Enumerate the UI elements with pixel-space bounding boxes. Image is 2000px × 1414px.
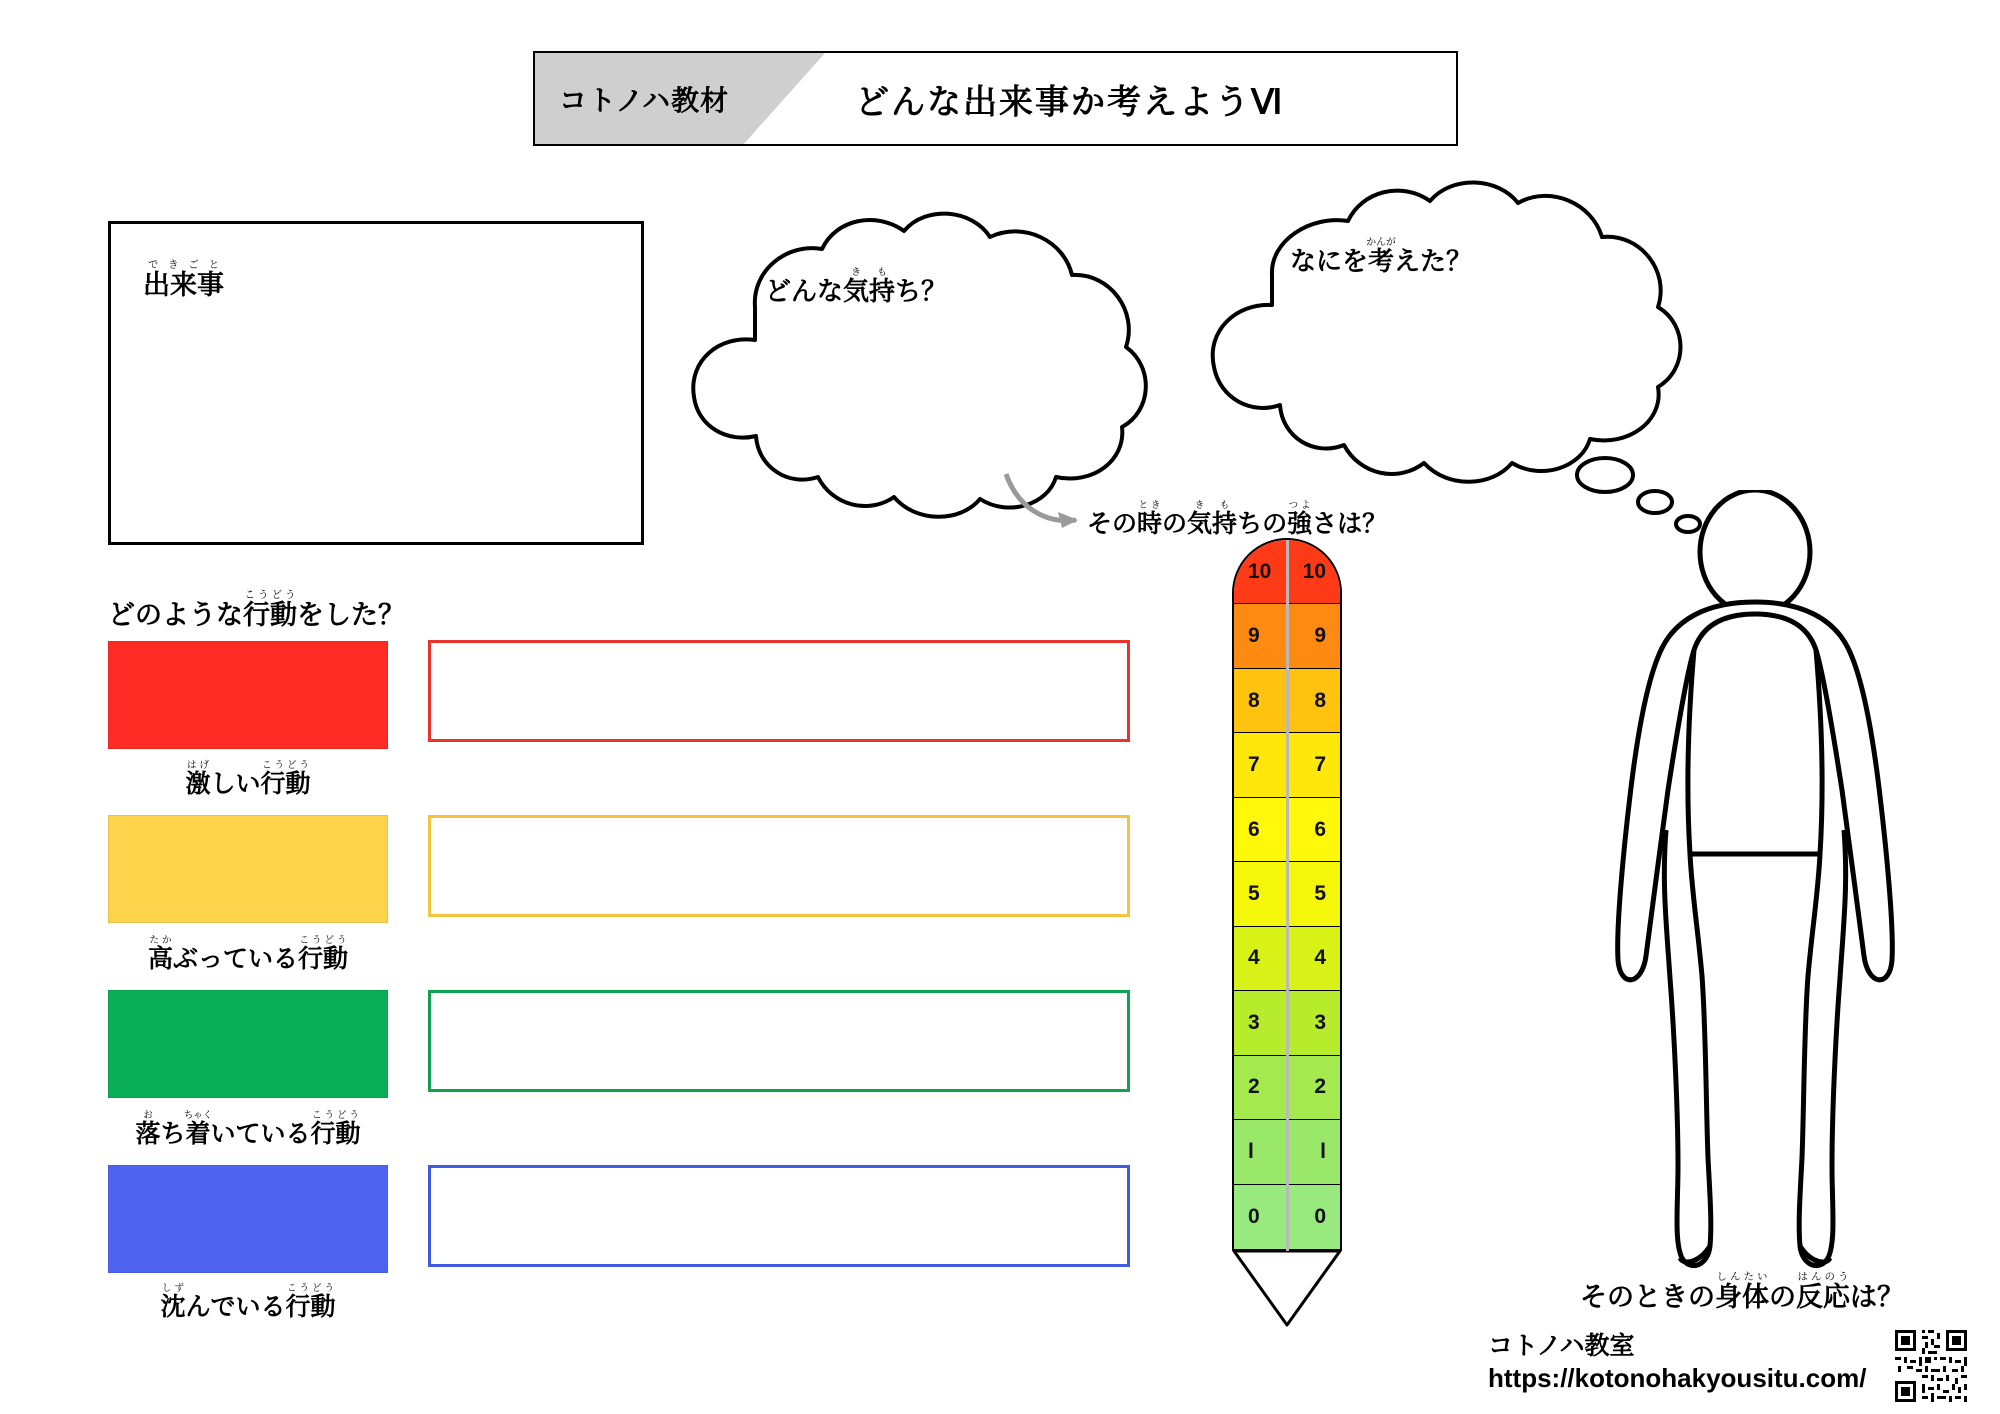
thermometer-level-label-right: 2: [1314, 1075, 1326, 1099]
event-box[interactable]: [108, 221, 644, 545]
thermometer-level-label-right: 9: [1314, 624, 1326, 648]
thermometer-level-label-right: 3: [1314, 1010, 1326, 1034]
thermometer-tip: [1232, 1249, 1342, 1327]
thought-cloud-label: なにを考かんがえた？: [1290, 237, 1473, 276]
page-title-base: どんな出来事か考えよう: [855, 83, 1251, 121]
thermometer-level-label-right: l: [1320, 1139, 1326, 1163]
thermometer-level-label-left: l: [1248, 1139, 1254, 1163]
thermometer-level-label-right: 0: [1314, 1204, 1326, 1228]
thermometer-level-label-right: 10: [1302, 559, 1326, 583]
behaviour-label-calm: 落おち着ちゃくいている行動こうどう: [135, 1110, 361, 1148]
thermometer-level-label-right: 5: [1314, 881, 1326, 905]
behaviour-swatch-calm: [108, 990, 388, 1098]
behaviour-label-down: 沈しずんでいる行動こうどう: [160, 1283, 336, 1321]
page-title: [855, 74, 1284, 123]
curved-arrow-icon: [1000, 468, 1100, 538]
thermometer-level-label-right: 4: [1314, 946, 1326, 970]
title-bar: [533, 51, 1458, 146]
feeling-cloud-shape: [660, 205, 1180, 525]
strength-caption: その時ときの気持きもちの強つよさは？: [1087, 500, 1388, 538]
behaviour-input-calm[interactable]: [428, 990, 1130, 1092]
title-tag-label: コトノハ教材: [559, 84, 730, 116]
thermometer-level-label-right: 8: [1314, 688, 1326, 712]
thermometer-level-label-left: 7: [1248, 753, 1260, 777]
thermometer-level-label-left: 2: [1248, 1075, 1260, 1099]
thermometer-level-label-left: 3: [1248, 1010, 1260, 1034]
thermometer-level-label-right: 7: [1314, 753, 1326, 777]
footer: [1488, 1330, 1866, 1395]
thermometer-level-label-left: 10: [1248, 559, 1272, 583]
feeling-cloud[interactable]: [660, 205, 1180, 525]
footer-url[interactable]: https://kotonohakyousitu.com/: [1488, 1363, 1867, 1393]
behaviour-input-excited[interactable]: [428, 815, 1130, 917]
thermometer-level-label-left: 0: [1248, 1204, 1260, 1228]
behaviour-swatch-down: [108, 1165, 388, 1273]
event-label: 出来事できごと: [143, 260, 224, 300]
behaviour-swatch-intense: [108, 641, 388, 749]
behaviour-label-excited: 高たかぶっている行動こうどう: [147, 935, 349, 973]
feeling-cloud-label: どんな気持きもち？: [765, 267, 948, 306]
thermometer-level-label-left: 5: [1248, 881, 1260, 905]
body-figure[interactable]: [1590, 490, 1920, 1310]
feeling-thermometer[interactable]: [1232, 538, 1342, 1328]
body-reaction-caption: そのときの身体しんたいの反応はんのうは？: [1580, 1272, 1904, 1312]
thought-cloud[interactable]: [1180, 175, 1720, 495]
behaviour-swatch-excited: [108, 815, 388, 923]
behaviour-question: どのような行動こうどうをした？: [108, 590, 405, 630]
thermometer-level-label-left: 4: [1248, 946, 1260, 970]
thermometer-level-label-right: 6: [1314, 817, 1326, 841]
thermometer-level-label-left: 9: [1248, 624, 1260, 648]
behaviour-input-intense[interactable]: [428, 640, 1130, 742]
page-title-number: Ⅵ: [1251, 83, 1285, 121]
footer-org: コトノハ教室: [1488, 1332, 1635, 1360]
behaviour-label-intense: 激はげしい行動こうどう: [185, 760, 311, 798]
thought-cloud-shape: [1180, 175, 1720, 495]
thermometer-level-label-left: 8: [1248, 688, 1260, 712]
thermometer-level-label-left: 6: [1248, 817, 1260, 841]
behaviour-input-down[interactable]: [428, 1165, 1130, 1267]
qr-code-icon: [1895, 1330, 1967, 1402]
thermometer-center-line: [1286, 540, 1289, 1251]
